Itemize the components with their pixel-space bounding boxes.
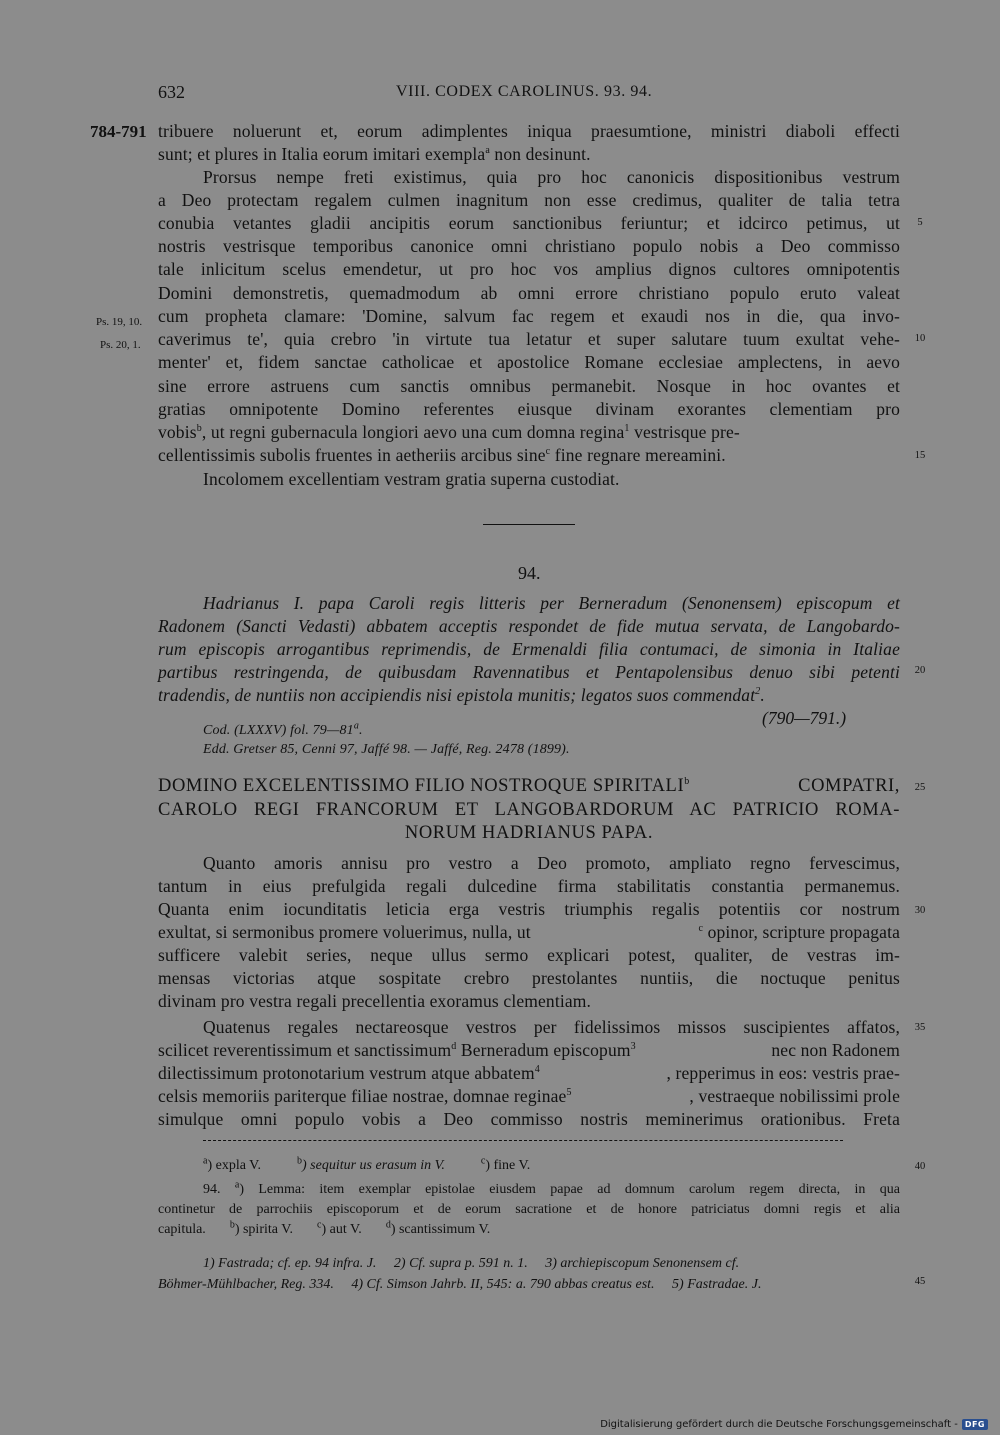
text-line: exultat, si sermonibus promere voluerimus, nulla, ut $^c$ opinor, scripture propagata — [158, 922, 900, 942]
salutation-line: NORUM HADRIANUS PAPA. — [404, 823, 654, 843]
editions-reference: Edd. Gretser 85, Cenni 97, Jaffé 98. — Jaffé, Reg. 2478 (1899). — [203, 742, 570, 757]
text-line: celsis memoriis pariterque filiae nostrae, domnae reginae$^5$ , vestraeque nobilissimi prole — [158, 1086, 900, 1106]
text-line: scilicet reverentissimum et sanctissimum$^d$ Berneradum episcopum$^3$ nec non Radonem — [158, 1040, 900, 1060]
footnote-line: 1) Fastrada; cf. ep. 94 infra. J. 2) Cf. supra p. 591 n. 1. 3) archiepiscopum Senonensem cf. — [203, 1256, 740, 1271]
text-line: a Deo protectam regalem culmen inagnitum non esse credimus, qualiter de talia tetra — [158, 190, 900, 210]
text-line: cellentissimis subolis fruentes in aetheriis arcibus sine$^c$ fine regnare mereamini. — [158, 445, 726, 465]
summary-line: rum episcopis arrogantibus reprimendis, de Ermenaldi filia contumaci, de simonia in Italiae — [158, 639, 900, 659]
document-number: 94. — [518, 563, 541, 583]
footnote-divider — [203, 1140, 843, 1141]
footnote-line: capitula. $^b$) spirita V. $^c$) aut V. $^d$) scantissimum V. — [158, 1219, 491, 1237]
text-line: gratias omnipotente Domino referentes eiusque divinam exorantes clementiam pro — [158, 399, 900, 419]
text-line: sunt; et plures in Italia eorum imitari exempla$^a$ non desinunt. — [158, 144, 591, 164]
summary-line: partibus restringenda, de quibusdam Ravennatibus et Pentapolensibus denuo sibi petenti — [158, 662, 900, 682]
text-line: dilectissimum protonotarium vestrum atque abbatem$^4$ , repperimus in eos: vestris prae- — [158, 1063, 900, 1083]
line-number: 25 — [914, 782, 926, 793]
salutation-line: CAROLO REGI FRANCORUM ET LANGOBARDORUM AC PATRICIO ROMA- — [158, 800, 900, 820]
line-number: 40 — [914, 1161, 926, 1172]
text-line: vobis$^b$, ut regni gubernacula longiori aevo una cum domna regina$^1$ vestrisque pre- — [158, 422, 740, 442]
text-line: Incolomem excellentiam vestram gratia superna custodiat. — [203, 469, 620, 489]
text-line: Prorsus nempe freti existimus, quia pro hoc canonicis dispositionibus vestrum — [203, 167, 900, 187]
text-line: sine errore astruens cum sanctis omnibus permanebit. Nosque in hoc ovantes et — [158, 376, 900, 396]
text-line: cum propheta clamare: 'Domine, salvum fac regem et exaudi nos in die, qua invo- — [158, 306, 900, 326]
text-line: tantum in eius prefulgida regali dulcedine firma stabilitatis constantia permanemus. — [158, 876, 900, 896]
running-title: VIII. CODEX CAROLINUS. 93. 94. — [396, 83, 653, 100]
document-date: (790—791.) — [762, 708, 847, 728]
text-line: nostris vestrisque temporibus canonice omni christiano populo nobis a Deo commisso — [158, 236, 900, 256]
dfg-logo-icon: DFG — [962, 1419, 988, 1430]
summary-line: Radonem (Sancti Vedasti) abbatem acceptis respondet de fide mutua servata, de Langobardo- — [158, 616, 900, 636]
funding-footer — [600, 1419, 988, 1430]
text-line: caverimus te', quia crebro 'in virtute tua letatur et super salutare tuum exultat vehe- — [158, 329, 900, 349]
line-number: 5 — [917, 217, 923, 228]
text-line: Domini demonstretis, quemadmodum ab omni errore christiano populo eruto valeat — [158, 283, 900, 303]
footnote-line: 94. $^a$) Lemma: item exemplar epistolae eiusdem papae ad domnum carolum regem directa, in qua — [203, 1179, 900, 1197]
margin-psalm-ref-1: Ps. 19, 10. — [96, 316, 143, 328]
salutation-line: DOMINO EXCELENTISSIMO FILIO NOSTROQUE SPIRITALI$^b$ COMPATRI, — [158, 775, 900, 796]
text-line: tribuere noluerunt et, eorum adimplentes iniqua praesumtione, ministri diaboli effecti — [158, 121, 900, 141]
text-line: divinam pro vestra regali precellentia exoramus clementiam. — [158, 991, 592, 1011]
footer-text: Digitalisierung gefördert durch die Deutsche Forschungsgemeinschaft - — [600, 1419, 958, 1430]
text-line: Quatenus regales nectareosque vestros per fidelissimos missos suscipientes affatos, — [203, 1017, 900, 1037]
line-number: 30 — [914, 905, 926, 916]
text-line: simulque omni populo vobis a Deo commisso nostris meminerimus orationibus. Freta — [158, 1109, 900, 1129]
footnote-line: Böhmer-Mühlbacher, Reg. 334. 4) Cf. Simson Jahrb. II, 545: a. 790 abbas creatus est. 5) Fastradae. J. — [158, 1277, 762, 1292]
codex-reference: Cod. (LXXXV) fol. 79—81$^a$. — [203, 720, 363, 738]
margin-year: 784-791 — [90, 122, 147, 141]
footnote-line: $^a$) expla V. $^b$) sequitur us erasum in V. $^c$) fine V. — [203, 1155, 531, 1173]
summary-line: Hadrianus I. papa Caroli regis litteris per Berneradum (Senonensem) episcopum et — [203, 593, 900, 613]
line-number: 45 — [914, 1276, 926, 1287]
line-number: 35 — [914, 1022, 926, 1033]
text-line: Quanta enim iocunditatis leticia erga vestris triumphis regalis potentiis cor nostrum — [158, 899, 900, 919]
text-line: mensas victorias atque sospitate crebro prestolantes nuntiis, die noctuque penitus — [158, 968, 900, 988]
line-number: 10 — [914, 333, 926, 344]
text-line: Quanto amoris annisu pro vestro a Deo promoto, ampliato regno fervescimus, — [203, 853, 900, 873]
text-line: sufficere valebit series, neque ullus sermo explicari potest, qualiter, de vestras im- — [158, 945, 900, 965]
margin-psalm-ref-2: Ps. 20, 1. — [100, 339, 141, 351]
text-line: tale inlicitum scelus emendetur, ut pro hoc vos amplius dignos cultores omnipotentis — [158, 259, 900, 279]
text-line: menter' et, fidem sanctae catholicae et apostolice Romane ecclesiae amplectens, in aevo — [158, 352, 900, 372]
line-number: 15 — [914, 450, 926, 461]
text-line: conubia vetantes gladii ancipitis eorum sanctionibus feriuntur; et idcirco petimus, ut — [158, 213, 900, 233]
section-divider — [483, 524, 575, 525]
page-number: 632 — [158, 82, 185, 102]
summary-line: tradendis, de nuntiis non accipiendis nisi epistola munitis; legatos suos commendat$^2$. — [158, 685, 765, 705]
footnote-line: continetur de parrochiis episcoporum et de eorum sacratione et de honore patriciatus domni regis et alia — [158, 1202, 900, 1217]
line-number: 20 — [914, 665, 926, 676]
